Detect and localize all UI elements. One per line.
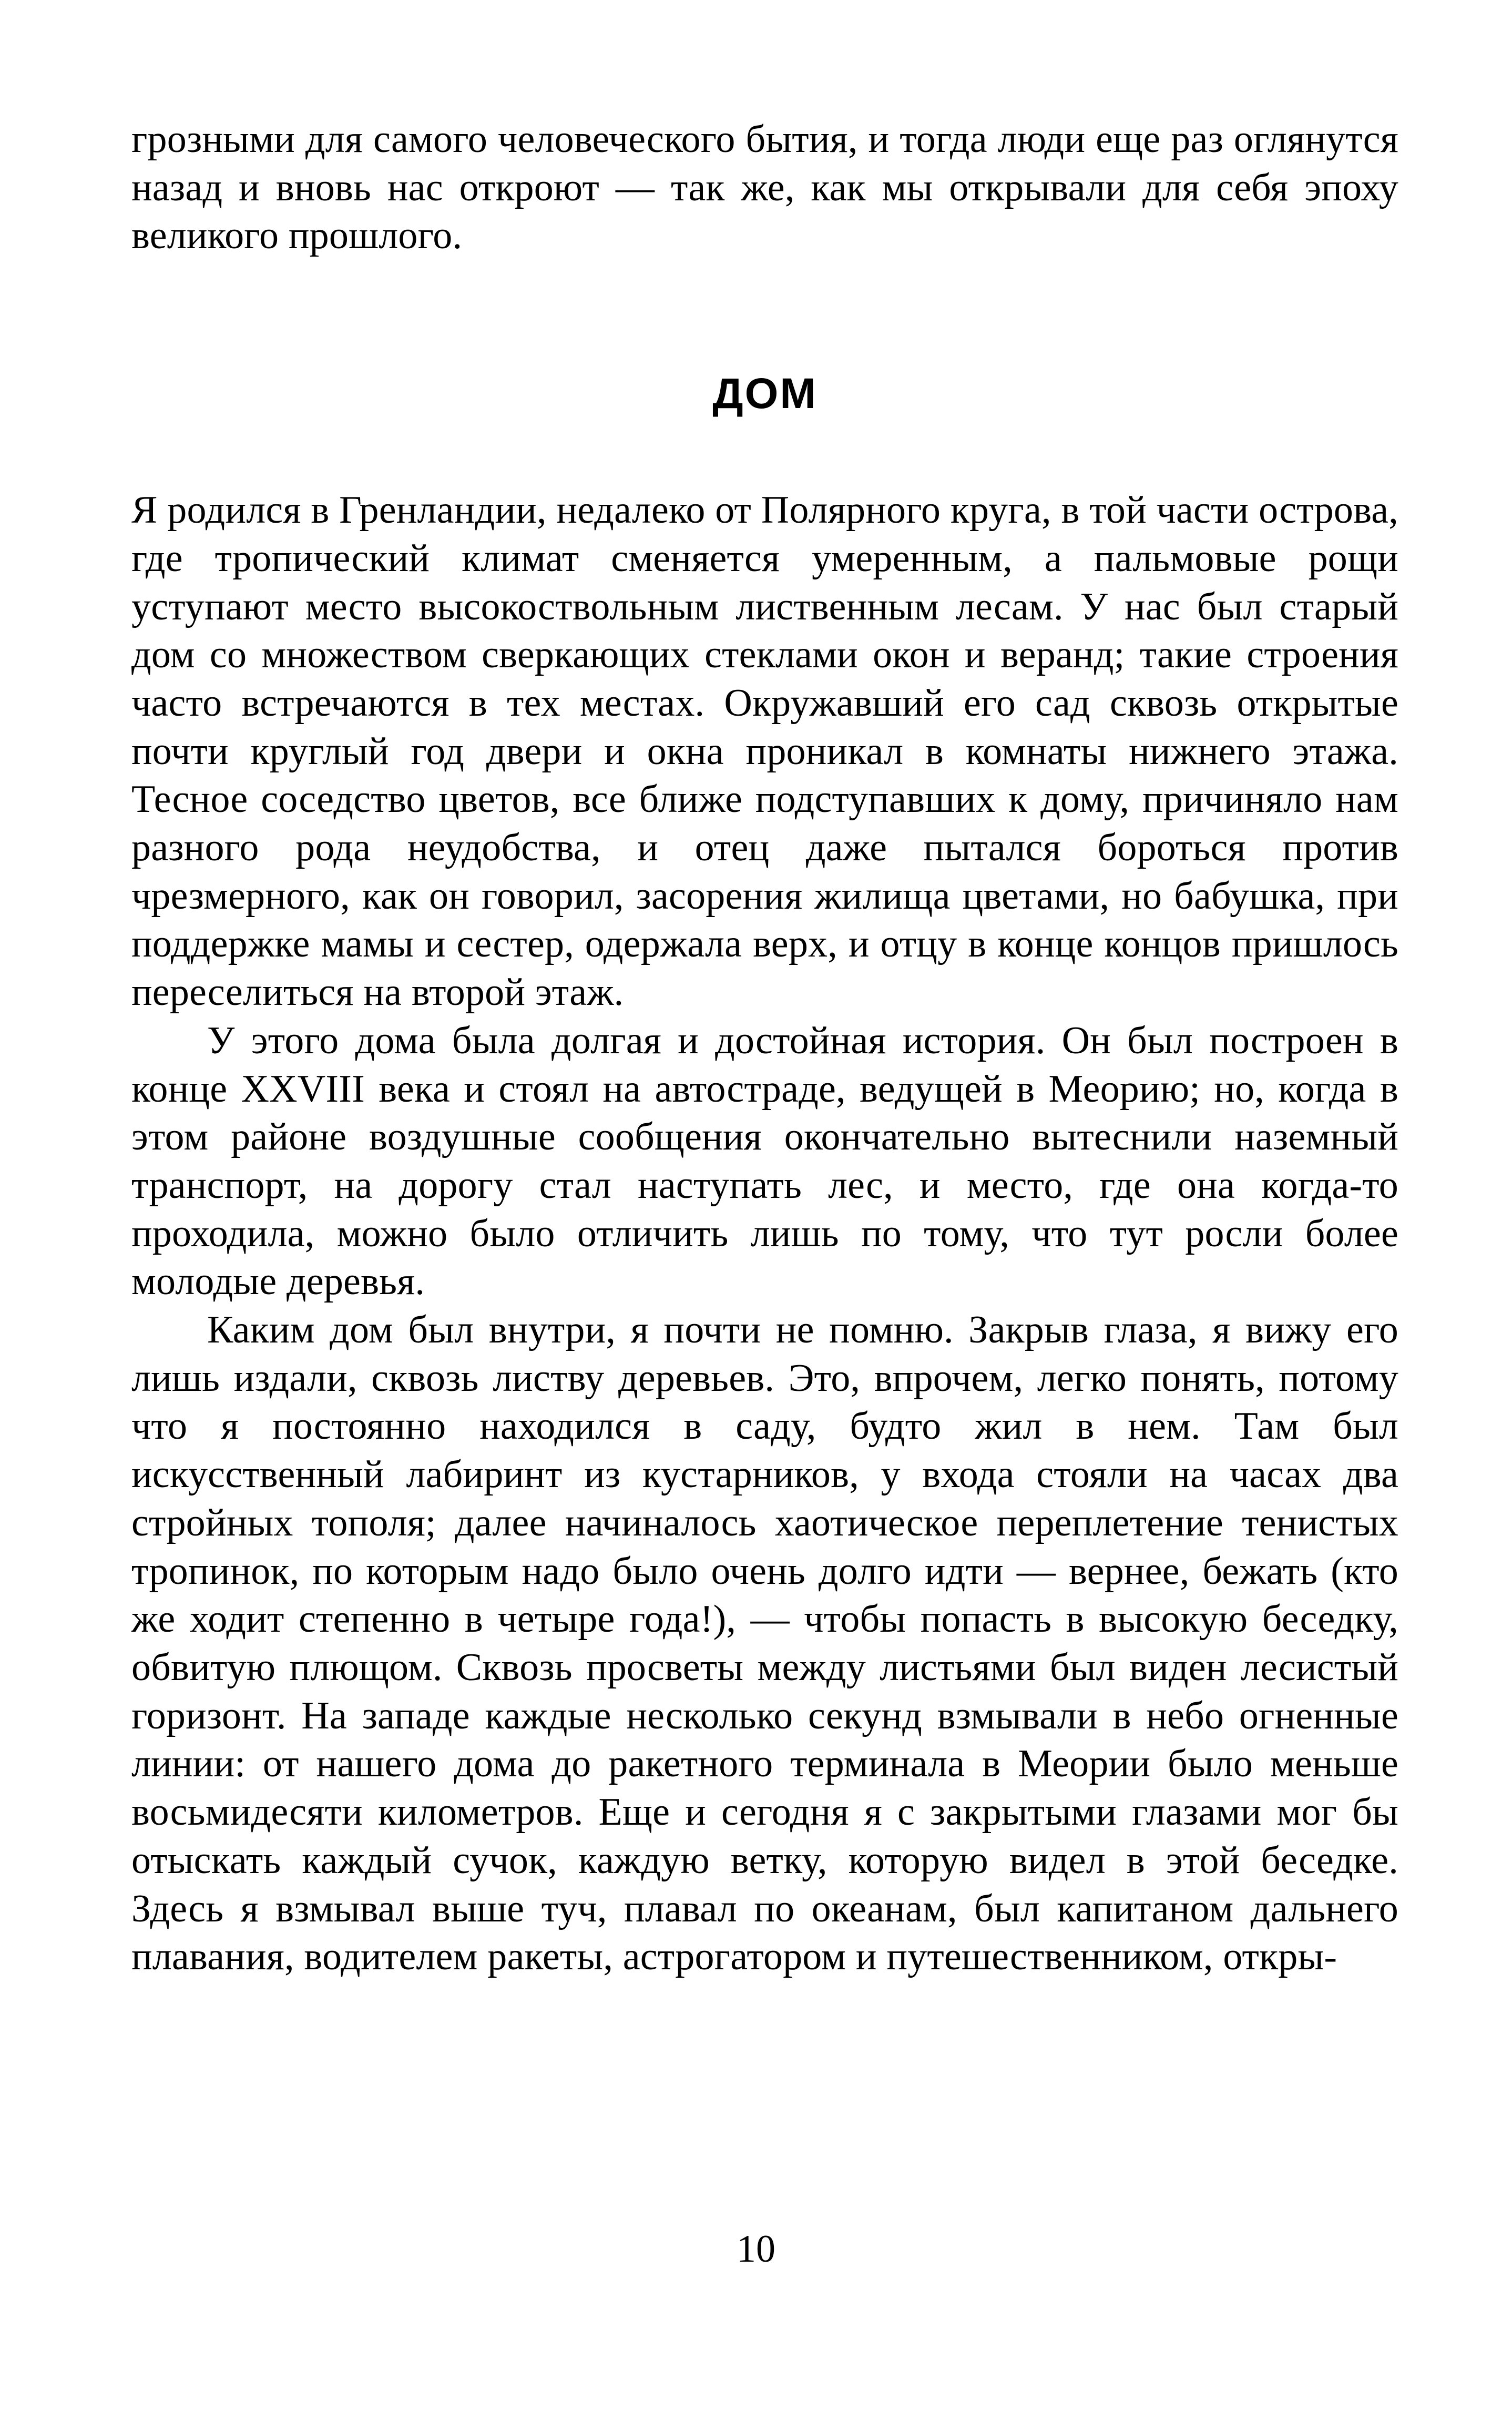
paragraph-1: Я родился в Гренландии, недалеко от Полярного круга, в той части острова, где тропический климат сменяется умеренным, а пальмовые рощи уступают место высокоствольным лиственным лесам. У нас был старый дом со множеством сверкающих стеклами окон и веранд; такие строения часто встречаются в тех местах. Окружавший его сад сквозь открытые почти круглый год двери и окна проникал в комнаты нижнего этажа. Тесное соседство цветов, все ближе подступавших к дому, причиняло нам разного рода неудобства, и отец даже пытался бороться против чрезмерного, как он говорил, засорения жилища цветами, но бабушка, при поддержке мамы и сестер, одержала верх, и отцу в конце концов пришлось переселиться на второй этаж. <box>131 489 1398 1014</box>
paragraph-3: Каким дом был внутри, я почти не помню. Закрыв глаза, я вижу его лишь издали, сквозь листву деревьев. Это, впрочем, легко понять, потому что я постоянно находился в саду, будто жил в нем. Там был искусственный лабиринт из кустарников, у входа стояли на часах два стройных тополя; далее начиналось хаотическое переплетение тенистых тропинок, по которым надо было очень долго идти — вернее, бежать (кто же ходит степенно в четыре года!), — чтобы попасть в высокую беседку, обвитую плющом. Сквозь просветы между листьями был виден лесистый горизонт. На западе каждые несколько секунд взмывали в небо огненные линии: от нашего дома до ракетного терминала в Меории было меньше восьмидесяти километров. Еще и сегодня я с закрытыми глазами мог бы отыскать каждый сучок, каждую ветку, которую видел в этой беседке. Здесь я взмывал выше туч, плавал по океанам, был капитаном дальнего плавания, водителем ракеты, астрогатором и путешественником, откры- <box>131 1308 1398 1979</box>
opening-paragraph: грозными для самого человеческого бытия, и тогда люди еще раз оглянутся назад и вновь нас откроют — так же, как мы открывали для себя эпоху великого прошлого. <box>131 118 1398 258</box>
page-number: 10 <box>737 2227 775 2271</box>
paragraph-2: У этого дома была долгая и достойная история. Он был построен в конце XXVIII века и стоял на автостраде, ведущей в Меорию; но, когда в этом районе воздушные сообщения окончательно вытеснили наземный транспорт, на дорогу стал наступать лес, и место, где она когда-то проходила, можно было отличить лишь по тому, что тут росли более молодые деревья. <box>131 1019 1398 1304</box>
chapter-title: ДОМ <box>712 370 818 418</box>
book-page <box>131 116 1398 1981</box>
